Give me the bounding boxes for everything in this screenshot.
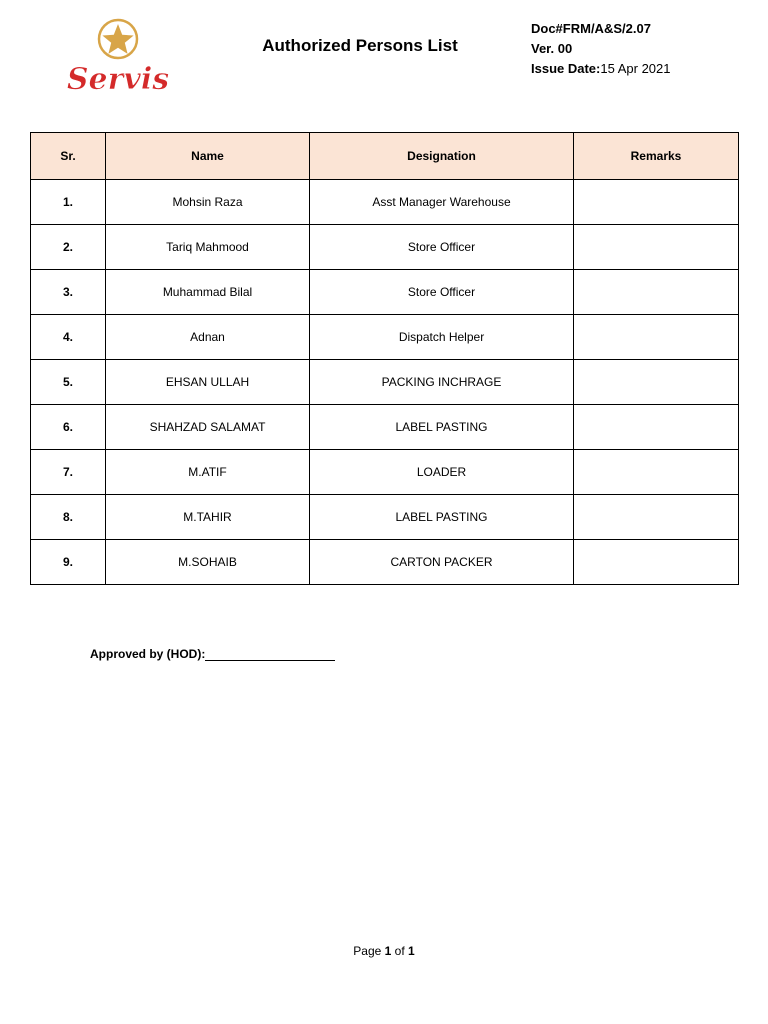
name-cell: M.ATIF [106, 450, 310, 495]
designation-cell: PACKING INCHRAGE [310, 360, 574, 405]
sr-cell: 5. [31, 360, 106, 405]
column-header-sr: Sr. [31, 133, 106, 180]
sr-cell: 2. [31, 225, 106, 270]
sr-cell: 4. [31, 315, 106, 360]
table-row [31, 270, 739, 315]
signature-line [205, 646, 335, 661]
servis-logo [62, 14, 174, 98]
designation-cell: Dispatch Helper [310, 315, 574, 360]
name-cell: Muhammad Bilal [106, 270, 310, 315]
table-row [31, 360, 739, 405]
remarks-cell [574, 225, 739, 270]
designation-cell: Asst Manager Warehouse [310, 180, 574, 225]
sr-cell: 7. [31, 450, 106, 495]
name-cell: Tariq Mahmood [106, 225, 310, 270]
table-row [31, 450, 739, 495]
remarks-cell [574, 405, 739, 450]
authorized-persons-table [30, 132, 739, 585]
approval-section [90, 646, 335, 661]
table-header-row [31, 133, 739, 180]
sr-cell: 6. [31, 405, 106, 450]
designation-cell: CARTON PACKER [310, 540, 574, 585]
sr-cell: 3. [31, 270, 106, 315]
table-row [31, 540, 739, 585]
remarks-cell [574, 450, 739, 495]
issue-date-value: 15 Apr 2021 [600, 61, 671, 76]
sr-cell: 9. [31, 540, 106, 585]
page-current: 1 [384, 944, 392, 958]
logo-wordmark: Servis [66, 62, 170, 97]
remarks-cell [574, 495, 739, 540]
sr-cell: 8. [31, 495, 106, 540]
table-row [31, 225, 739, 270]
remarks-cell [574, 540, 739, 585]
name-cell: M.SOHAIB [106, 540, 310, 585]
sr-cell: 1. [31, 180, 106, 225]
issue-date-label: Issue Date: [531, 61, 601, 76]
name-cell: Adnan [106, 315, 310, 360]
table-row [31, 405, 739, 450]
designation-cell: LOADER [310, 450, 574, 495]
page-word: Page [353, 944, 382, 958]
remarks-cell [574, 360, 739, 405]
name-cell: EHSAN ULLAH [106, 360, 310, 405]
column-header-name: Name [106, 133, 310, 180]
doc-version: Ver. 00 [531, 41, 573, 56]
name-cell: M.TAHIR [106, 495, 310, 540]
remarks-cell [574, 315, 739, 360]
table-row [31, 495, 739, 540]
designation-cell: LABEL PASTING [310, 495, 574, 540]
doc-number: Doc#FRM/A&S/2.07 [531, 21, 651, 36]
column-header-designation: Designation [310, 133, 574, 180]
name-cell: SHAHZAD SALAMAT [106, 405, 310, 450]
approved-by-label: Approved by (HOD): [90, 647, 206, 661]
of-word: of [394, 944, 405, 958]
star-logo-icon [99, 20, 137, 58]
remarks-cell [574, 270, 739, 315]
name-cell: Mohsin Raza [106, 180, 310, 225]
document-info [531, 19, 671, 79]
table-row [31, 315, 739, 360]
issue-date [531, 59, 671, 79]
page-title: Authorized Persons List [262, 36, 458, 55]
remarks-cell [574, 180, 739, 225]
designation-cell: Store Officer [310, 225, 574, 270]
table-row [31, 180, 739, 225]
page-total: 1 [408, 944, 415, 958]
designation-cell: Store Officer [310, 270, 574, 315]
designation-cell: LABEL PASTING [310, 405, 574, 450]
page-footer [0, 944, 768, 958]
column-header-remarks: Remarks [574, 133, 739, 180]
